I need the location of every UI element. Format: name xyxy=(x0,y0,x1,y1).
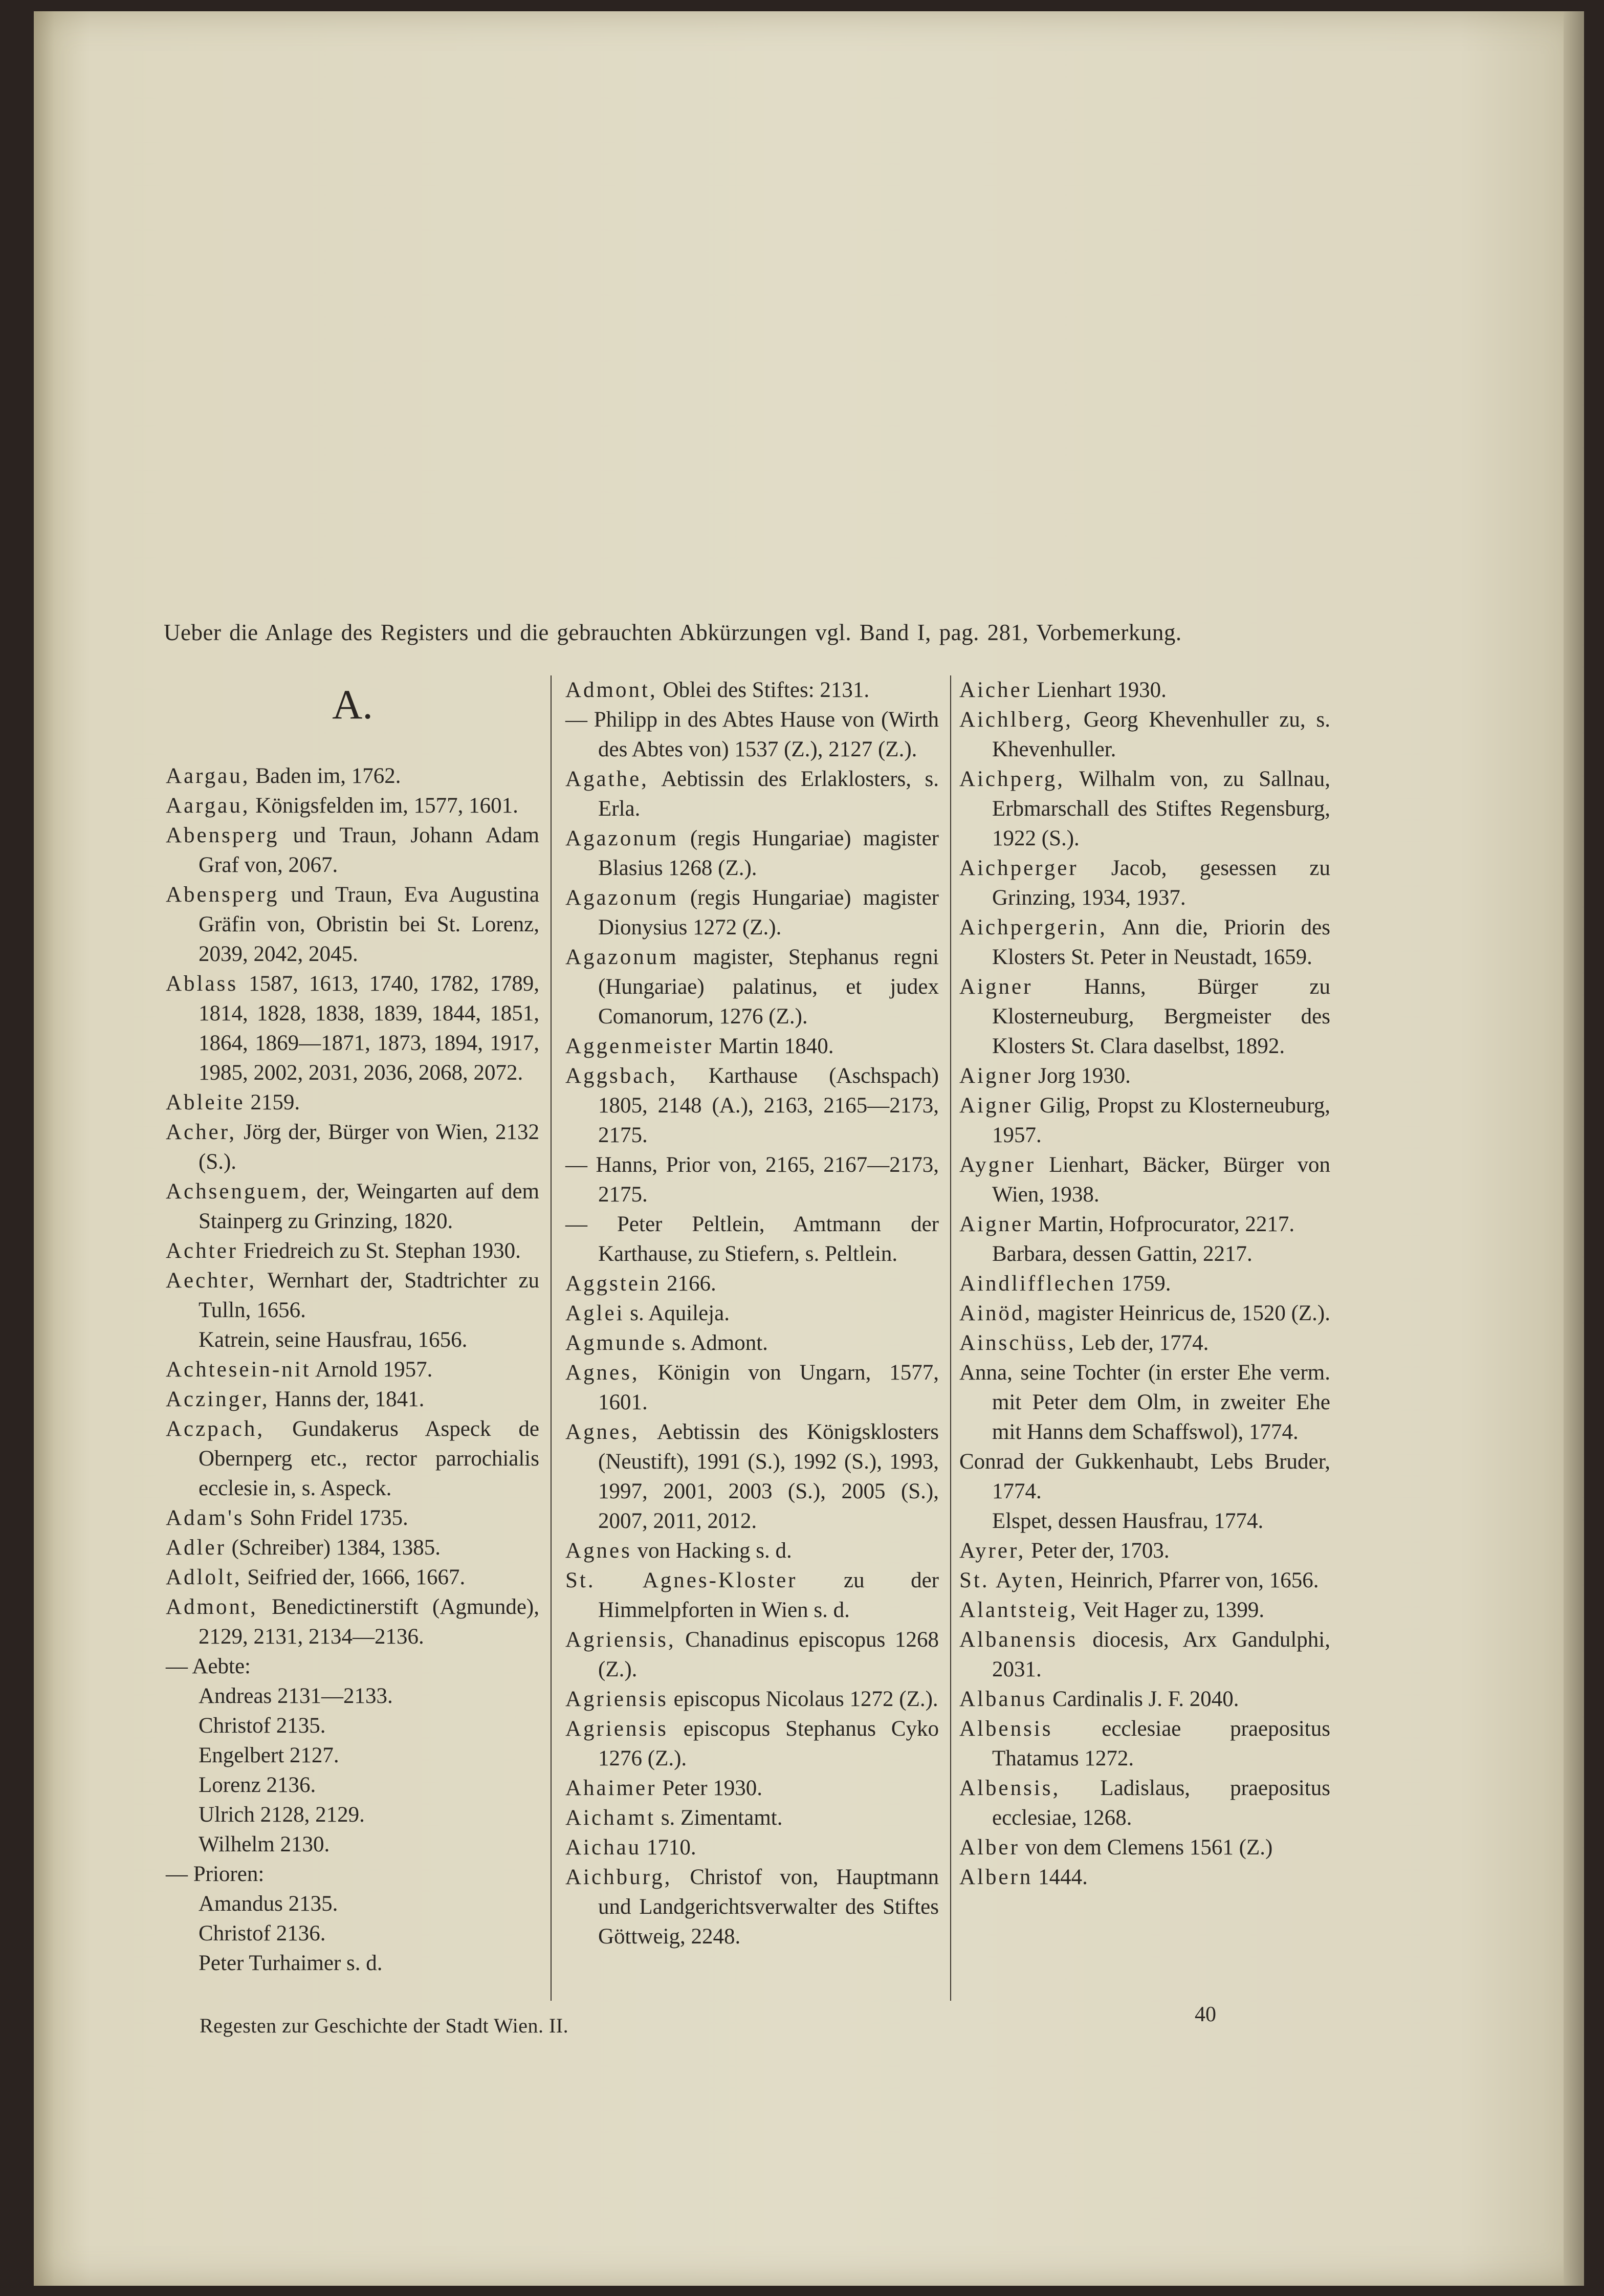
index-entry xyxy=(565,824,939,883)
entry-references: Veit Hager zu, 1399. xyxy=(1078,1598,1265,1622)
entry-references: — Aebte: xyxy=(166,1654,251,1678)
index-entry xyxy=(166,791,539,821)
index-subentry: Lorenz 2136. xyxy=(199,1773,316,1797)
entry-headword: Aggsbach, xyxy=(565,1064,677,1088)
index-entry xyxy=(166,1652,539,1681)
entry-headword: Agmunde xyxy=(565,1331,667,1355)
index-entry xyxy=(565,943,939,1032)
entry-references: Cardinalis J. F. 2040. xyxy=(1047,1687,1239,1711)
index-subentry: Peter Turhaimer s. d. xyxy=(199,1951,383,1975)
entry-references: Jorg 1930. xyxy=(1032,1064,1131,1088)
entry-headword: Aggenmeister xyxy=(565,1034,714,1058)
index-entry xyxy=(565,883,939,943)
entry-headword: Aargau, xyxy=(166,764,250,788)
entry-headword: Adam's xyxy=(166,1506,245,1530)
index-entry xyxy=(565,1774,939,1803)
entry-references: Jörg der, Bürger von Wien, 2132 (S.). xyxy=(199,1120,539,1174)
entry-references: Martin 1840. xyxy=(713,1034,834,1058)
index-entry xyxy=(565,1863,939,1952)
index-entry xyxy=(959,1625,1330,1685)
entry-references: Seifried der, 1666, 1667. xyxy=(241,1565,466,1589)
entry-references: s. Zimentamt. xyxy=(655,1806,783,1830)
entry-references: Sohn Fridel 1735. xyxy=(244,1506,408,1530)
entry-references: und Traun, Johann Adam Graf von, 2067. xyxy=(199,823,539,877)
entry-headword: Aichau xyxy=(565,1835,642,1860)
entry-references: Aebtissin des Königsklosters (Neustift), 1991 (S.), 1992 (S.), 1993, 1997, 2001, 2003 (S.), 2005 (S.), 2007, 2011, 2012. xyxy=(598,1420,939,1533)
index-entry xyxy=(959,705,1330,764)
index-entry xyxy=(166,1355,539,1385)
entry-references: Benedictinerstift (Agmunde), 2129, 2131, 2134—2136. xyxy=(199,1595,539,1649)
index-entry xyxy=(959,1091,1330,1150)
column-rule xyxy=(551,675,552,2001)
index-entry xyxy=(166,1118,539,1177)
entry-headword: Achtesein-nit xyxy=(166,1358,311,1382)
entry-headword: Aygner xyxy=(959,1153,1036,1177)
index-entry xyxy=(959,1833,1330,1863)
entry-headword: Ayrer, xyxy=(959,1539,1026,1563)
entry-headword: Albensis, xyxy=(959,1776,1061,1800)
entry-headword: Aczpach, xyxy=(166,1417,265,1441)
index-entry xyxy=(166,1503,539,1533)
entry-references: Wilhalm von, zu Sallnau, Erbmarschall des Stiftes Regensburg, 1922 (S.). xyxy=(992,767,1330,850)
entry-references: Peter 1930. xyxy=(656,1776,763,1800)
index-entry xyxy=(959,675,1330,705)
entry-references: (regis Hungariae) magister Blasius 1268 (Z.). xyxy=(598,826,939,880)
entry-headword: Ahaimer xyxy=(565,1776,657,1800)
index-entry xyxy=(166,1088,539,1118)
entry-references: Ladislaus, praepositus ecclesiae, 1268. xyxy=(992,1776,1330,1830)
entry-references: Martin, Hofprocurator, 2217. xyxy=(1032,1212,1295,1236)
entry-references: Friedreich zu St. Stephan 1930. xyxy=(238,1239,521,1263)
entry-headword: Aichperg, xyxy=(959,767,1065,791)
entry-headword: Agazonum xyxy=(565,886,678,910)
entry-headword: Agnes xyxy=(565,1539,632,1563)
entry-headword: Alber xyxy=(959,1835,1020,1860)
index-entry xyxy=(959,1566,1330,1595)
index-entry xyxy=(959,1863,1330,1892)
entry-headword: Admont, xyxy=(166,1595,258,1619)
entry-references: Georg Khevenhuller zu, s. Khevenhuller. xyxy=(992,708,1330,761)
entry-headword: Aichlberg, xyxy=(959,708,1073,732)
entry-headword: Aechter, xyxy=(166,1269,257,1293)
entry-references: Christof von, Hauptmann und Landgerichtsverwalter des Stiftes Göttweig, 2248. xyxy=(598,1865,939,1949)
entry-headword: Acher, xyxy=(166,1120,237,1144)
entry-references: Baden im, 1762. xyxy=(250,764,401,788)
index-entry xyxy=(959,854,1330,913)
index-entry xyxy=(166,1385,539,1414)
entry-references: Oblei des Stiftes: 2131. xyxy=(657,678,870,702)
entry-references: 1587, 1613, 1740, 1782, 1789, 1814, 1828, 1838, 1839, 1844, 1851, 1864, 1869—1871, 1873, 1894, 1917, 1985, 2002, 2031, 2036, 2068, 2072. xyxy=(199,972,539,1085)
index-subentry: Barbara, dessen Gattin, 2217. xyxy=(992,1242,1253,1266)
entry-headword: Albanus xyxy=(959,1687,1047,1711)
index-entry xyxy=(565,705,939,764)
entry-headword: Aigner xyxy=(959,1094,1033,1118)
entry-headword: Aggstein xyxy=(565,1272,662,1296)
running-footer: Regesten zur Geschichte der Stadt Wien. II. xyxy=(200,2014,569,2037)
index-entry xyxy=(565,1566,939,1625)
entry-headword: Agriensis xyxy=(565,1717,668,1741)
index-entry xyxy=(959,1774,1330,1833)
entry-references: Königsfelden im, 1577, 1601. xyxy=(250,794,518,818)
entry-headword: Agriensis xyxy=(565,1687,668,1711)
entry-headword: Achter xyxy=(166,1239,238,1263)
entry-references: Karthause (Aschspach) 1805, 2148 (A.), 2163, 2165—2173, 2175. xyxy=(598,1064,939,1147)
entry-headword: Aigner xyxy=(959,1212,1033,1236)
index-entry xyxy=(959,1685,1330,1714)
index-subentry: Elspet, dessen Hausfrau, 1774. xyxy=(992,1509,1264,1533)
index-column-3 xyxy=(959,675,1330,1892)
entry-references: 2166. xyxy=(661,1272,716,1296)
index-entry xyxy=(166,880,539,969)
entry-references: — Prioren: xyxy=(166,1862,265,1886)
index-entry xyxy=(959,1328,1330,1358)
entry-headword: Aigner xyxy=(959,1064,1033,1088)
entry-headword: Aichburg, xyxy=(565,1865,672,1889)
index-entry xyxy=(959,1150,1330,1210)
entry-references: Hanns der, 1841. xyxy=(269,1387,425,1411)
index-entry xyxy=(166,1414,539,1503)
index-entry xyxy=(959,1299,1330,1328)
index-entry xyxy=(959,1595,1330,1625)
entry-references: magister, Stephanus regni (Hungariae) palatinus, et judex Comanorum, 1276 (Z.). xyxy=(598,945,939,1029)
entry-headword: Aichamt xyxy=(565,1806,656,1830)
index-entry xyxy=(959,972,1330,1061)
index-subentry: Katrein, seine Hausfrau, 1656. xyxy=(199,1328,468,1352)
entry-headword: Adler xyxy=(166,1536,226,1560)
entry-references: Lienhart, Bäcker, Bürger von Wien, 1938. xyxy=(992,1153,1330,1207)
index-entry xyxy=(565,1328,939,1358)
index-column-1 xyxy=(166,675,539,1978)
entry-headword: Aichperger xyxy=(959,856,1079,880)
index-entry xyxy=(565,1714,939,1774)
entry-headword: Aicher xyxy=(959,678,1031,702)
entry-headword: Agathe, xyxy=(565,767,649,791)
entry-headword: Albern xyxy=(959,1865,1033,1889)
entry-references: (Schreiber) 1384, 1385. xyxy=(226,1536,441,1560)
entry-references: Heinrich, Pfarrer von, 1656. xyxy=(1065,1568,1319,1592)
entry-headword: Ainschüss, xyxy=(959,1331,1076,1355)
entry-references: der, Weingarten auf dem Stainperg zu Grinzing, 1820. xyxy=(199,1179,539,1233)
index-entry xyxy=(565,1803,939,1833)
index-entry xyxy=(166,761,539,791)
entry-headword: Ablass xyxy=(166,972,238,996)
index-entry xyxy=(565,1061,939,1150)
entry-references: Wernhart der, Stadtrichter zu Tulln, 1656. xyxy=(199,1269,539,1322)
index-entry xyxy=(565,1625,939,1685)
index-entry xyxy=(166,1533,539,1563)
entry-references: — Philipp in des Abtes Hause von (Wirth des Abtes von) 1537 (Z.), 2127 (Z.). xyxy=(565,708,939,761)
entry-references: episcopus Stephanus Cyko 1276 (Z.). xyxy=(598,1717,939,1770)
column-rule xyxy=(950,675,951,2001)
entry-headword: Aigner xyxy=(959,975,1033,999)
index-entry xyxy=(959,764,1330,854)
index-entry xyxy=(565,1833,939,1863)
index-entry xyxy=(959,1536,1330,1566)
index-entry xyxy=(166,1860,539,1889)
index-entry xyxy=(565,1299,939,1328)
entry-headword: Aichpergerin, xyxy=(959,915,1107,939)
entry-references: 2159. xyxy=(245,1090,300,1114)
register-note: Ueber die Anlage des Registers und die gebrauchten Abkürzungen vgl. Band I, pag. 281, Vorbemerkung. xyxy=(164,620,1182,645)
index-entry xyxy=(565,1417,939,1536)
entry-headword: Abensperg xyxy=(166,883,279,907)
index-entry xyxy=(959,1210,1330,1239)
index-entry xyxy=(565,1358,939,1417)
index-entry xyxy=(565,764,939,824)
entry-references: zu der Himmelpforten in Wien s. d. xyxy=(598,1568,939,1622)
entry-references: Aebtissin des Erlaklosters, s. Erla. xyxy=(598,767,939,821)
entry-references: von dem Clemens 1561 (Z.) xyxy=(1019,1835,1273,1860)
entry-headword: Abensperg xyxy=(166,823,279,847)
index-subentry: Ulrich 2128, 2129. xyxy=(199,1803,365,1827)
entry-references: Ann die, Priorin des Klosters St. Peter in Neustadt, 1659. xyxy=(992,915,1330,969)
index-entry xyxy=(166,1177,539,1236)
entry-references: Peter der, 1703. xyxy=(1025,1539,1170,1563)
entry-references: s. Aquileja. xyxy=(624,1301,730,1325)
index-entry xyxy=(959,1061,1330,1091)
entry-references: — Hanns, Prior von, 2165, 2167—2173, 2175. xyxy=(565,1153,939,1207)
entry-headword: St. Agnes-Kloster xyxy=(565,1568,798,1592)
index-entry xyxy=(565,675,939,705)
entry-headword: Adlolt, xyxy=(166,1565,242,1589)
entry-references: Arnold 1957. xyxy=(311,1358,433,1382)
index-entry xyxy=(166,1563,539,1592)
index-entry xyxy=(565,1536,939,1566)
entry-headword: Agazonum xyxy=(565,826,678,850)
entry-references: Leb der, 1774. xyxy=(1075,1331,1209,1355)
page-edge xyxy=(1564,11,1584,2286)
index-subentry: Conrad der Gukkenhaubt, Lebs Bruder, 1774. xyxy=(959,1450,1330,1503)
entry-references: Gilig, Propst zu Klosterneuburg, 1957. xyxy=(992,1094,1330,1147)
index-column-2 xyxy=(565,675,939,1952)
entry-headword: Aindlifflechen xyxy=(959,1272,1116,1296)
entry-references: 1710. xyxy=(641,1835,696,1860)
entry-headword: Ableite xyxy=(166,1090,245,1114)
index-entry xyxy=(166,969,539,1088)
entry-references: von Hacking s. d. xyxy=(631,1539,792,1563)
entry-headword: Albensis xyxy=(959,1717,1053,1741)
entry-references: und Traun, Eva Augustina Gräfin von, Obristin bei St. Lorenz, 2039, 2042, 2045. xyxy=(199,883,539,966)
index-entry xyxy=(959,1714,1330,1774)
index-entry xyxy=(565,1150,939,1210)
entry-headword: Admont, xyxy=(565,678,657,702)
index-entry xyxy=(959,1269,1330,1299)
index-entry xyxy=(565,1269,939,1299)
entry-references: ecclesiae praepositus Thatamus 1272. xyxy=(992,1717,1330,1770)
entry-headword: Agriensis, xyxy=(565,1628,676,1652)
entry-references: s. Admont. xyxy=(666,1331,768,1355)
entry-headword: Agnes, xyxy=(565,1361,640,1385)
entry-references: episcopus Nicolaus 1272 (Z.). xyxy=(668,1687,938,1711)
index-entry xyxy=(959,913,1330,972)
entry-headword: St. Ayten, xyxy=(959,1568,1065,1592)
entry-headword: Agnes, xyxy=(565,1420,640,1444)
section-letter: A. xyxy=(332,681,373,728)
entry-headword: Albanensis xyxy=(959,1628,1078,1652)
entry-references: Hanns, Bürger zu Klosterneuburg, Bergmeister des Klosters St. Clara daselbst, 1892. xyxy=(992,975,1330,1058)
index-entry xyxy=(565,1685,939,1714)
entry-headword: Aglei xyxy=(565,1301,625,1325)
entry-headword: Aargau, xyxy=(166,794,250,818)
entry-references: diocesis, Arx Gandulphi, 2031. xyxy=(992,1628,1330,1681)
entry-headword: Ainöd, xyxy=(959,1301,1032,1325)
entry-headword: Alantsteig, xyxy=(959,1598,1078,1622)
index-subentry: Wilhelm 2130. xyxy=(199,1832,330,1856)
entry-references: 1444. xyxy=(1032,1865,1088,1889)
entry-headword: Achsenguem, xyxy=(166,1179,309,1204)
index-entry xyxy=(166,1266,539,1325)
index-subentry: Anna, seine Tochter (in erster Ehe verm. mit Peter dem Olm, in zweiter Ehe mit Hanns dem Schaffswol), 1774. xyxy=(959,1361,1330,1444)
index-subentry: Christof 2136. xyxy=(199,1921,326,1945)
entry-references: Jacob, gesessen zu Grinzing, 1934, 1937. xyxy=(992,856,1330,910)
index-subentry: Amandus 2135. xyxy=(199,1892,338,1916)
entry-references: Chanadinus episcopus 1268 (Z.). xyxy=(598,1628,939,1681)
index-subentry: Engelbert 2127. xyxy=(199,1743,339,1767)
entry-headword: Aczinger, xyxy=(166,1387,270,1411)
index-subentry: Andreas 2131—2133. xyxy=(199,1684,393,1708)
entry-references: Lienhart 1930. xyxy=(1031,678,1167,702)
entry-references: Königin von Ungarn, 1577, 1601. xyxy=(598,1361,939,1414)
index-entry xyxy=(565,1210,939,1269)
index-subentry: Christof 2135. xyxy=(199,1714,326,1738)
page-number: 40 xyxy=(1195,2003,1216,2026)
entry-references: magister Heinricus de, 1520 (Z.). xyxy=(1032,1301,1330,1325)
entry-references: — Peter Peltlein, Amtmann der Karthause, zu Stiefern, s. Peltlein. xyxy=(565,1212,939,1266)
entry-references: 1759. xyxy=(1115,1272,1171,1296)
index-entry xyxy=(166,1236,539,1266)
index-entry xyxy=(565,1032,939,1061)
entry-headword: Agazonum xyxy=(565,945,678,969)
entry-references: (regis Hungariae) magister Dionysius 1272 (Z.). xyxy=(598,886,939,939)
entry-references: Gundakerus Aspeck de Obernperg etc., rector parrochialis ecclesie in, s. Aspeck. xyxy=(199,1417,539,1500)
index-entry xyxy=(166,821,539,880)
index-entry xyxy=(166,1592,539,1652)
